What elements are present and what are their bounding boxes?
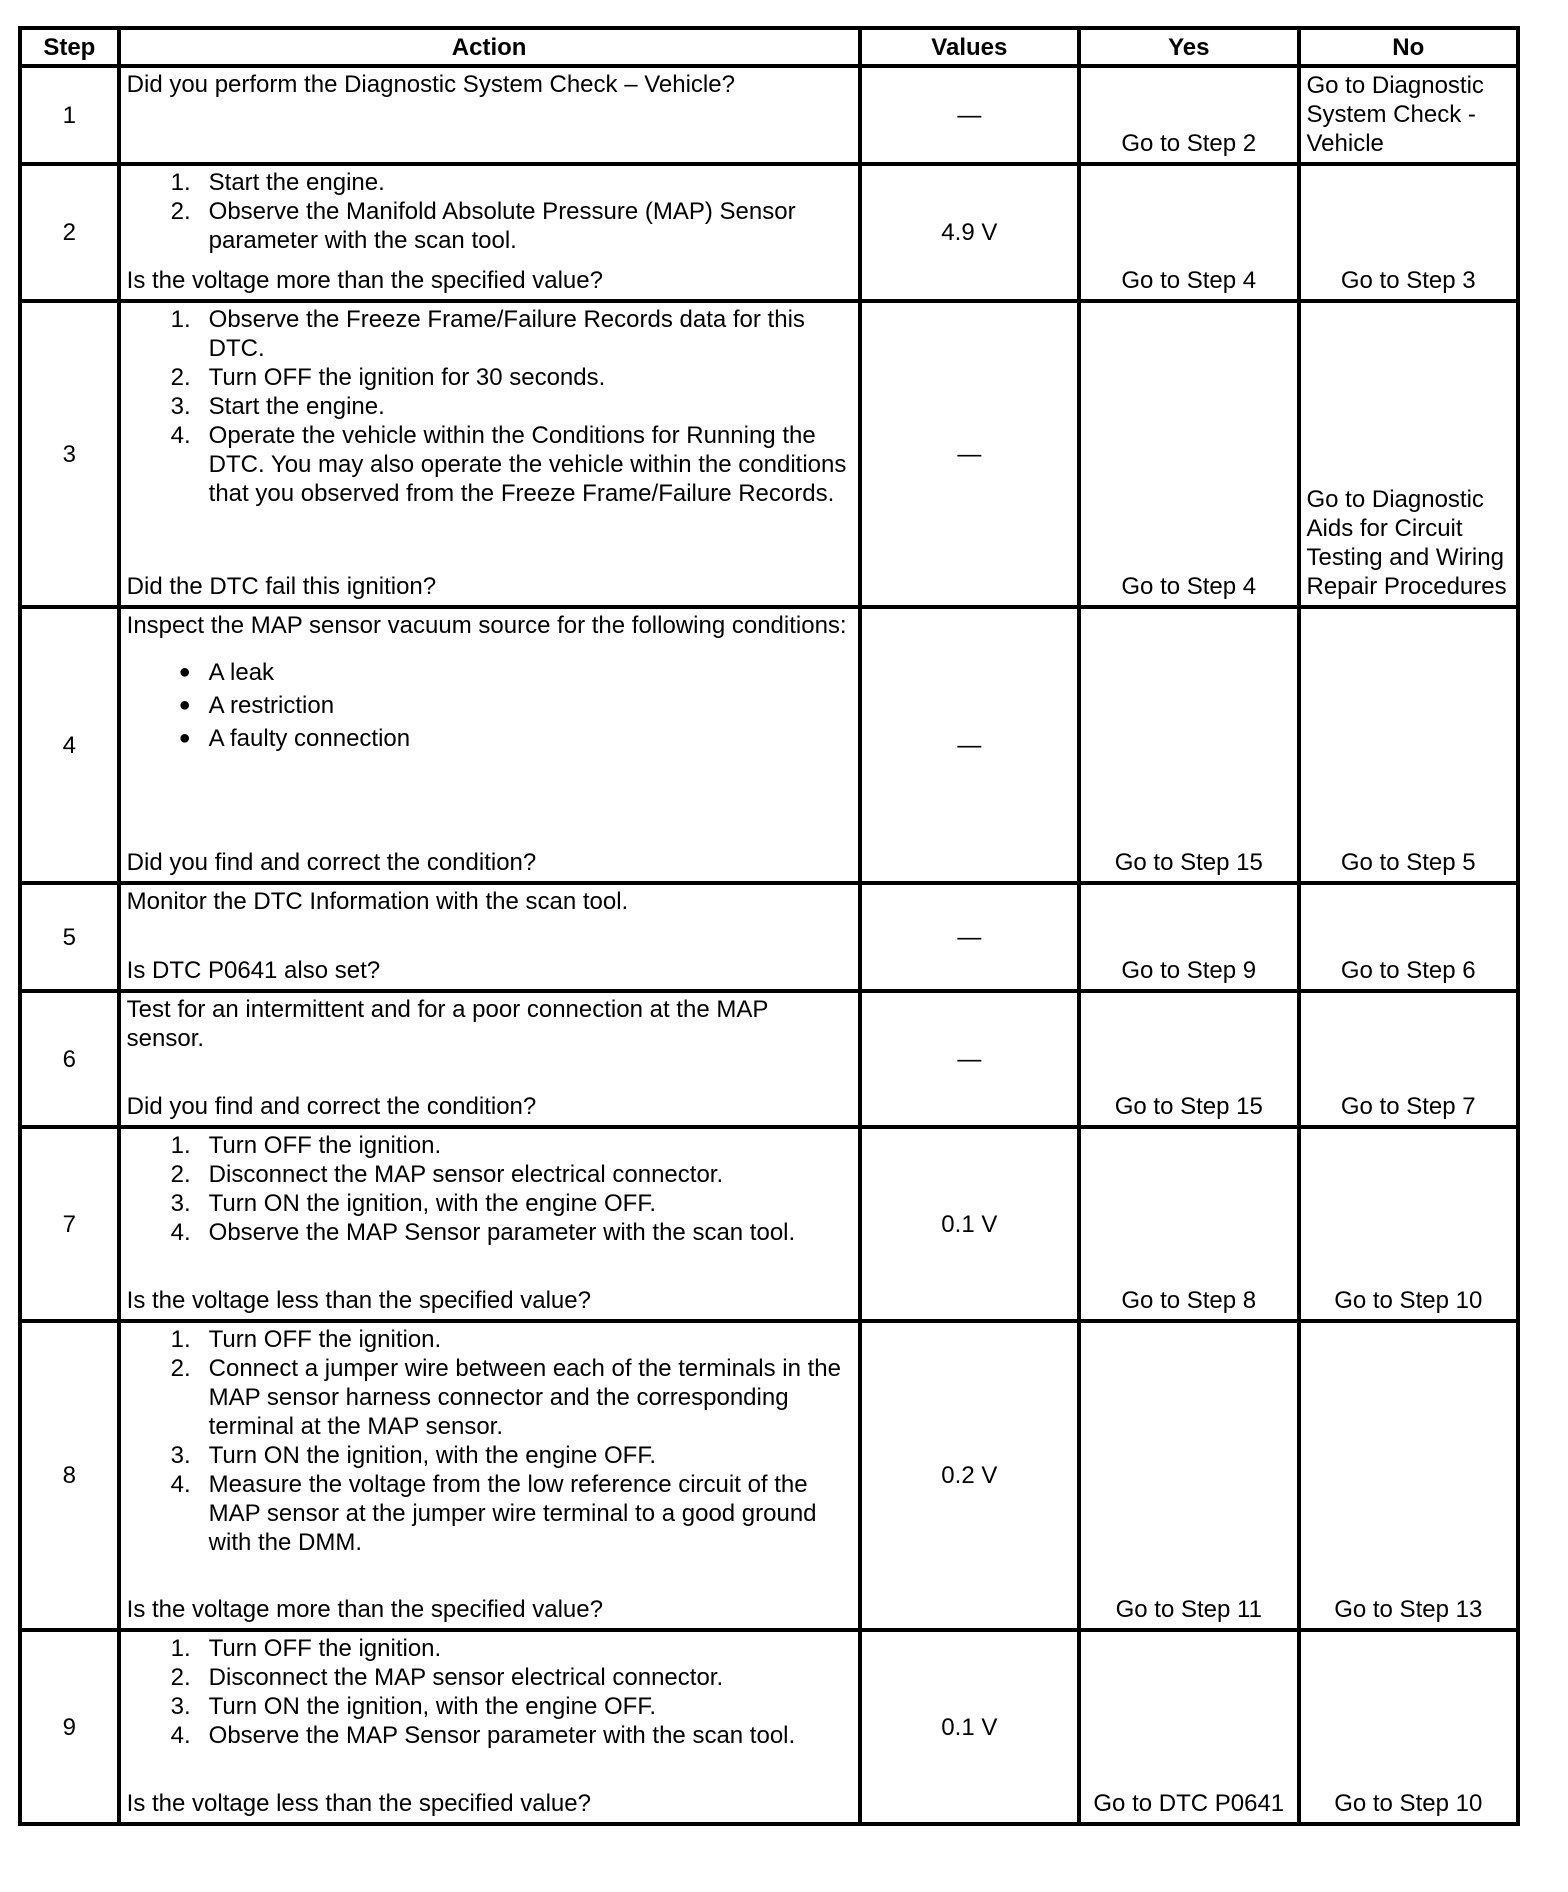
action-question: Is the voltage less than the specified value? xyxy=(126,1287,591,1314)
value-cell: 4.9 V xyxy=(860,164,1079,301)
list-item: 2. Connect a jumper wire between each of the terminals in the MAP sensor harness connector and the corresponding terminal at the MAP sensor. xyxy=(170,1355,841,1440)
list-item: 2. Disconnect the MAP sensor electrical connector. xyxy=(170,1664,724,1691)
yes-cell xyxy=(1079,607,1298,883)
header-values: Values xyxy=(860,28,1079,66)
value-cell: — xyxy=(860,66,1079,164)
action-question: Is the voltage less than the specified value? xyxy=(126,1790,591,1817)
table-row xyxy=(20,1321,1518,1630)
yes-cell xyxy=(1079,66,1298,164)
yes-cell xyxy=(1079,164,1298,301)
no-link[interactable]: Go to Step 10 xyxy=(1334,1287,1483,1314)
no-cell xyxy=(1299,991,1519,1127)
table-row xyxy=(20,1630,1518,1824)
list-item: 1. Start the engine. xyxy=(170,169,385,196)
table-row xyxy=(20,66,1518,164)
no-cell xyxy=(1299,66,1519,164)
action-steps xyxy=(127,168,852,255)
action-steps xyxy=(127,1325,852,1557)
action-intro: Inspect the MAP sensor vacuum source for the following conditions: xyxy=(126,612,847,639)
value-cell: — xyxy=(860,883,1079,991)
list-item: ● A restriction xyxy=(178,692,335,719)
action-cell xyxy=(119,1321,860,1630)
no-cell xyxy=(1299,1321,1519,1630)
step-number: 6 xyxy=(20,991,119,1127)
diagnostic-table xyxy=(18,26,1520,1826)
no-cell xyxy=(1299,883,1519,991)
table-row xyxy=(20,1127,1518,1321)
yes-link[interactable]: Go to Step 8 xyxy=(1121,1287,1257,1314)
value-cell: — xyxy=(860,607,1079,883)
action-question: Did the DTC fail this ignition? xyxy=(126,573,437,600)
no-cell xyxy=(1299,1127,1519,1321)
yes-link[interactable]: Go to Step 2 xyxy=(1121,130,1257,157)
action-cell xyxy=(119,883,860,991)
yes-cell xyxy=(1079,883,1298,991)
step-number: 8 xyxy=(20,1321,119,1630)
step-number: 1 xyxy=(20,66,119,164)
list-item: 4. Operate the vehicle within the Conditions for Running the DTC. You may also operate the vehicle within the conditions that you observed from the Freeze Frame/Failure Records. xyxy=(170,422,847,507)
action-cell xyxy=(119,607,860,883)
step-number: 5 xyxy=(20,883,119,991)
list-item: ● A faulty connection xyxy=(178,725,411,752)
value-cell: — xyxy=(860,991,1079,1127)
no-cell xyxy=(1299,164,1519,301)
yes-cell xyxy=(1079,1630,1298,1824)
header-row xyxy=(20,28,1518,66)
no-link[interactable]: Go to Step 3 xyxy=(1340,267,1476,294)
no-cell xyxy=(1299,301,1519,607)
no-link[interactable]: Go to Step 5 xyxy=(1340,849,1476,876)
action-intro: Monitor the DTC Information with the scan tool. xyxy=(126,888,629,915)
step-number: 4 xyxy=(20,607,119,883)
yes-link[interactable]: Go to Step 9 xyxy=(1121,957,1257,984)
step-number: 9 xyxy=(20,1630,119,1824)
header-yes: Yes xyxy=(1079,28,1298,66)
action-question: Is the voltage more than the specified value? xyxy=(126,1596,603,1623)
step-number: 2 xyxy=(20,164,119,301)
yes-link[interactable]: Go to Step 15 xyxy=(1114,849,1263,876)
no-cell xyxy=(1299,1630,1519,1824)
condition-list xyxy=(127,656,852,755)
no-link[interactable]: Go to Step 6 xyxy=(1340,957,1476,984)
list-item: 4. Measure the voltage from the low reference circuit of the MAP sensor at the jumper wire terminal to a good ground with the DMM. xyxy=(170,1471,817,1556)
value-cell: — xyxy=(860,301,1079,607)
action-cell xyxy=(119,1630,860,1824)
action-steps xyxy=(127,305,852,508)
header-no: No xyxy=(1299,28,1519,66)
table-row xyxy=(20,164,1518,301)
action-intro: Did you perform the Diagnostic System Check – Vehicle? xyxy=(126,71,735,98)
yes-link[interactable]: Go to Step 15 xyxy=(1114,1093,1263,1120)
value-cell: 0.2 V xyxy=(860,1321,1079,1630)
step-number: 7 xyxy=(20,1127,119,1321)
action-cell xyxy=(119,991,860,1127)
step-number: 3 xyxy=(20,301,119,607)
yes-link[interactable]: Go to Step 4 xyxy=(1121,267,1257,294)
yes-cell xyxy=(1079,1127,1298,1321)
header-action: Action xyxy=(119,28,860,66)
list-item: 2. Turn OFF the ignition for 30 seconds. xyxy=(170,364,606,391)
no-link[interactable]: Go to Diagnostic Aids for Circuit Testing and Wiring Repair Procedures xyxy=(1306,486,1507,600)
value-cell: 0.1 V xyxy=(860,1630,1079,1824)
list-item: 2. Disconnect the MAP sensor electrical connector. xyxy=(170,1161,724,1188)
list-item: 3. Turn ON the ignition, with the engine OFF. xyxy=(170,1442,656,1469)
table-row xyxy=(20,607,1518,883)
action-question: Did you find and correct the condition? xyxy=(126,1093,537,1120)
no-link[interactable]: Go to Step 7 xyxy=(1340,1093,1476,1120)
action-cell xyxy=(119,1127,860,1321)
no-link[interactable]: Go to Step 13 xyxy=(1334,1596,1483,1623)
list-item: 2. Observe the Manifold Absolute Pressure (MAP) Sensor parameter with the scan tool. xyxy=(170,198,796,254)
action-cell xyxy=(119,66,860,164)
action-steps xyxy=(127,1131,852,1247)
yes-link[interactable]: Go to DTC P0641 xyxy=(1093,1790,1285,1817)
list-item: 1. Turn OFF the ignition. xyxy=(170,1635,442,1662)
yes-link[interactable]: Go to Step 4 xyxy=(1121,573,1257,600)
no-link[interactable]: Go to Step 10 xyxy=(1334,1790,1483,1817)
table-row xyxy=(20,991,1518,1127)
action-question: Is the voltage more than the specified value? xyxy=(126,267,603,294)
list-item: 4. Observe the MAP Sensor parameter with the scan tool. xyxy=(170,1722,796,1749)
no-link[interactable]: Go to Diagnostic System Check - Vehicle xyxy=(1306,72,1484,157)
action-intro: Test for an intermittent and for a poor connection at the MAP sensor. xyxy=(126,996,768,1052)
value-cell: 0.1 V xyxy=(860,1127,1079,1321)
list-item: 3. Start the engine. xyxy=(170,393,385,420)
yes-link[interactable]: Go to Step 11 xyxy=(1115,1596,1262,1623)
list-item: ● A leak xyxy=(178,659,275,686)
yes-cell xyxy=(1079,991,1298,1127)
header-step: Step xyxy=(20,28,119,66)
table-row xyxy=(20,301,1518,607)
yes-cell xyxy=(1079,1321,1298,1630)
action-cell xyxy=(119,164,860,301)
list-item: 1. Turn OFF the ignition. xyxy=(170,1132,442,1159)
action-question: Is DTC P0641 also set? xyxy=(126,957,381,984)
list-item: 4. Observe the MAP Sensor parameter with the scan tool. xyxy=(170,1219,796,1246)
table-row xyxy=(20,883,1518,991)
list-item: 1. Observe the Freeze Frame/Failure Records data for this DTC. xyxy=(170,306,805,362)
no-cell xyxy=(1299,607,1519,883)
action-steps xyxy=(127,1634,852,1750)
list-item: 3. Turn ON the ignition, with the engine OFF. xyxy=(170,1190,656,1217)
yes-cell xyxy=(1079,301,1298,607)
list-item: 1. Turn OFF the ignition. xyxy=(170,1326,442,1353)
action-question: Did you find and correct the condition? xyxy=(126,849,537,876)
list-item: 3. Turn ON the ignition, with the engine OFF. xyxy=(170,1693,656,1720)
action-cell xyxy=(119,301,860,607)
